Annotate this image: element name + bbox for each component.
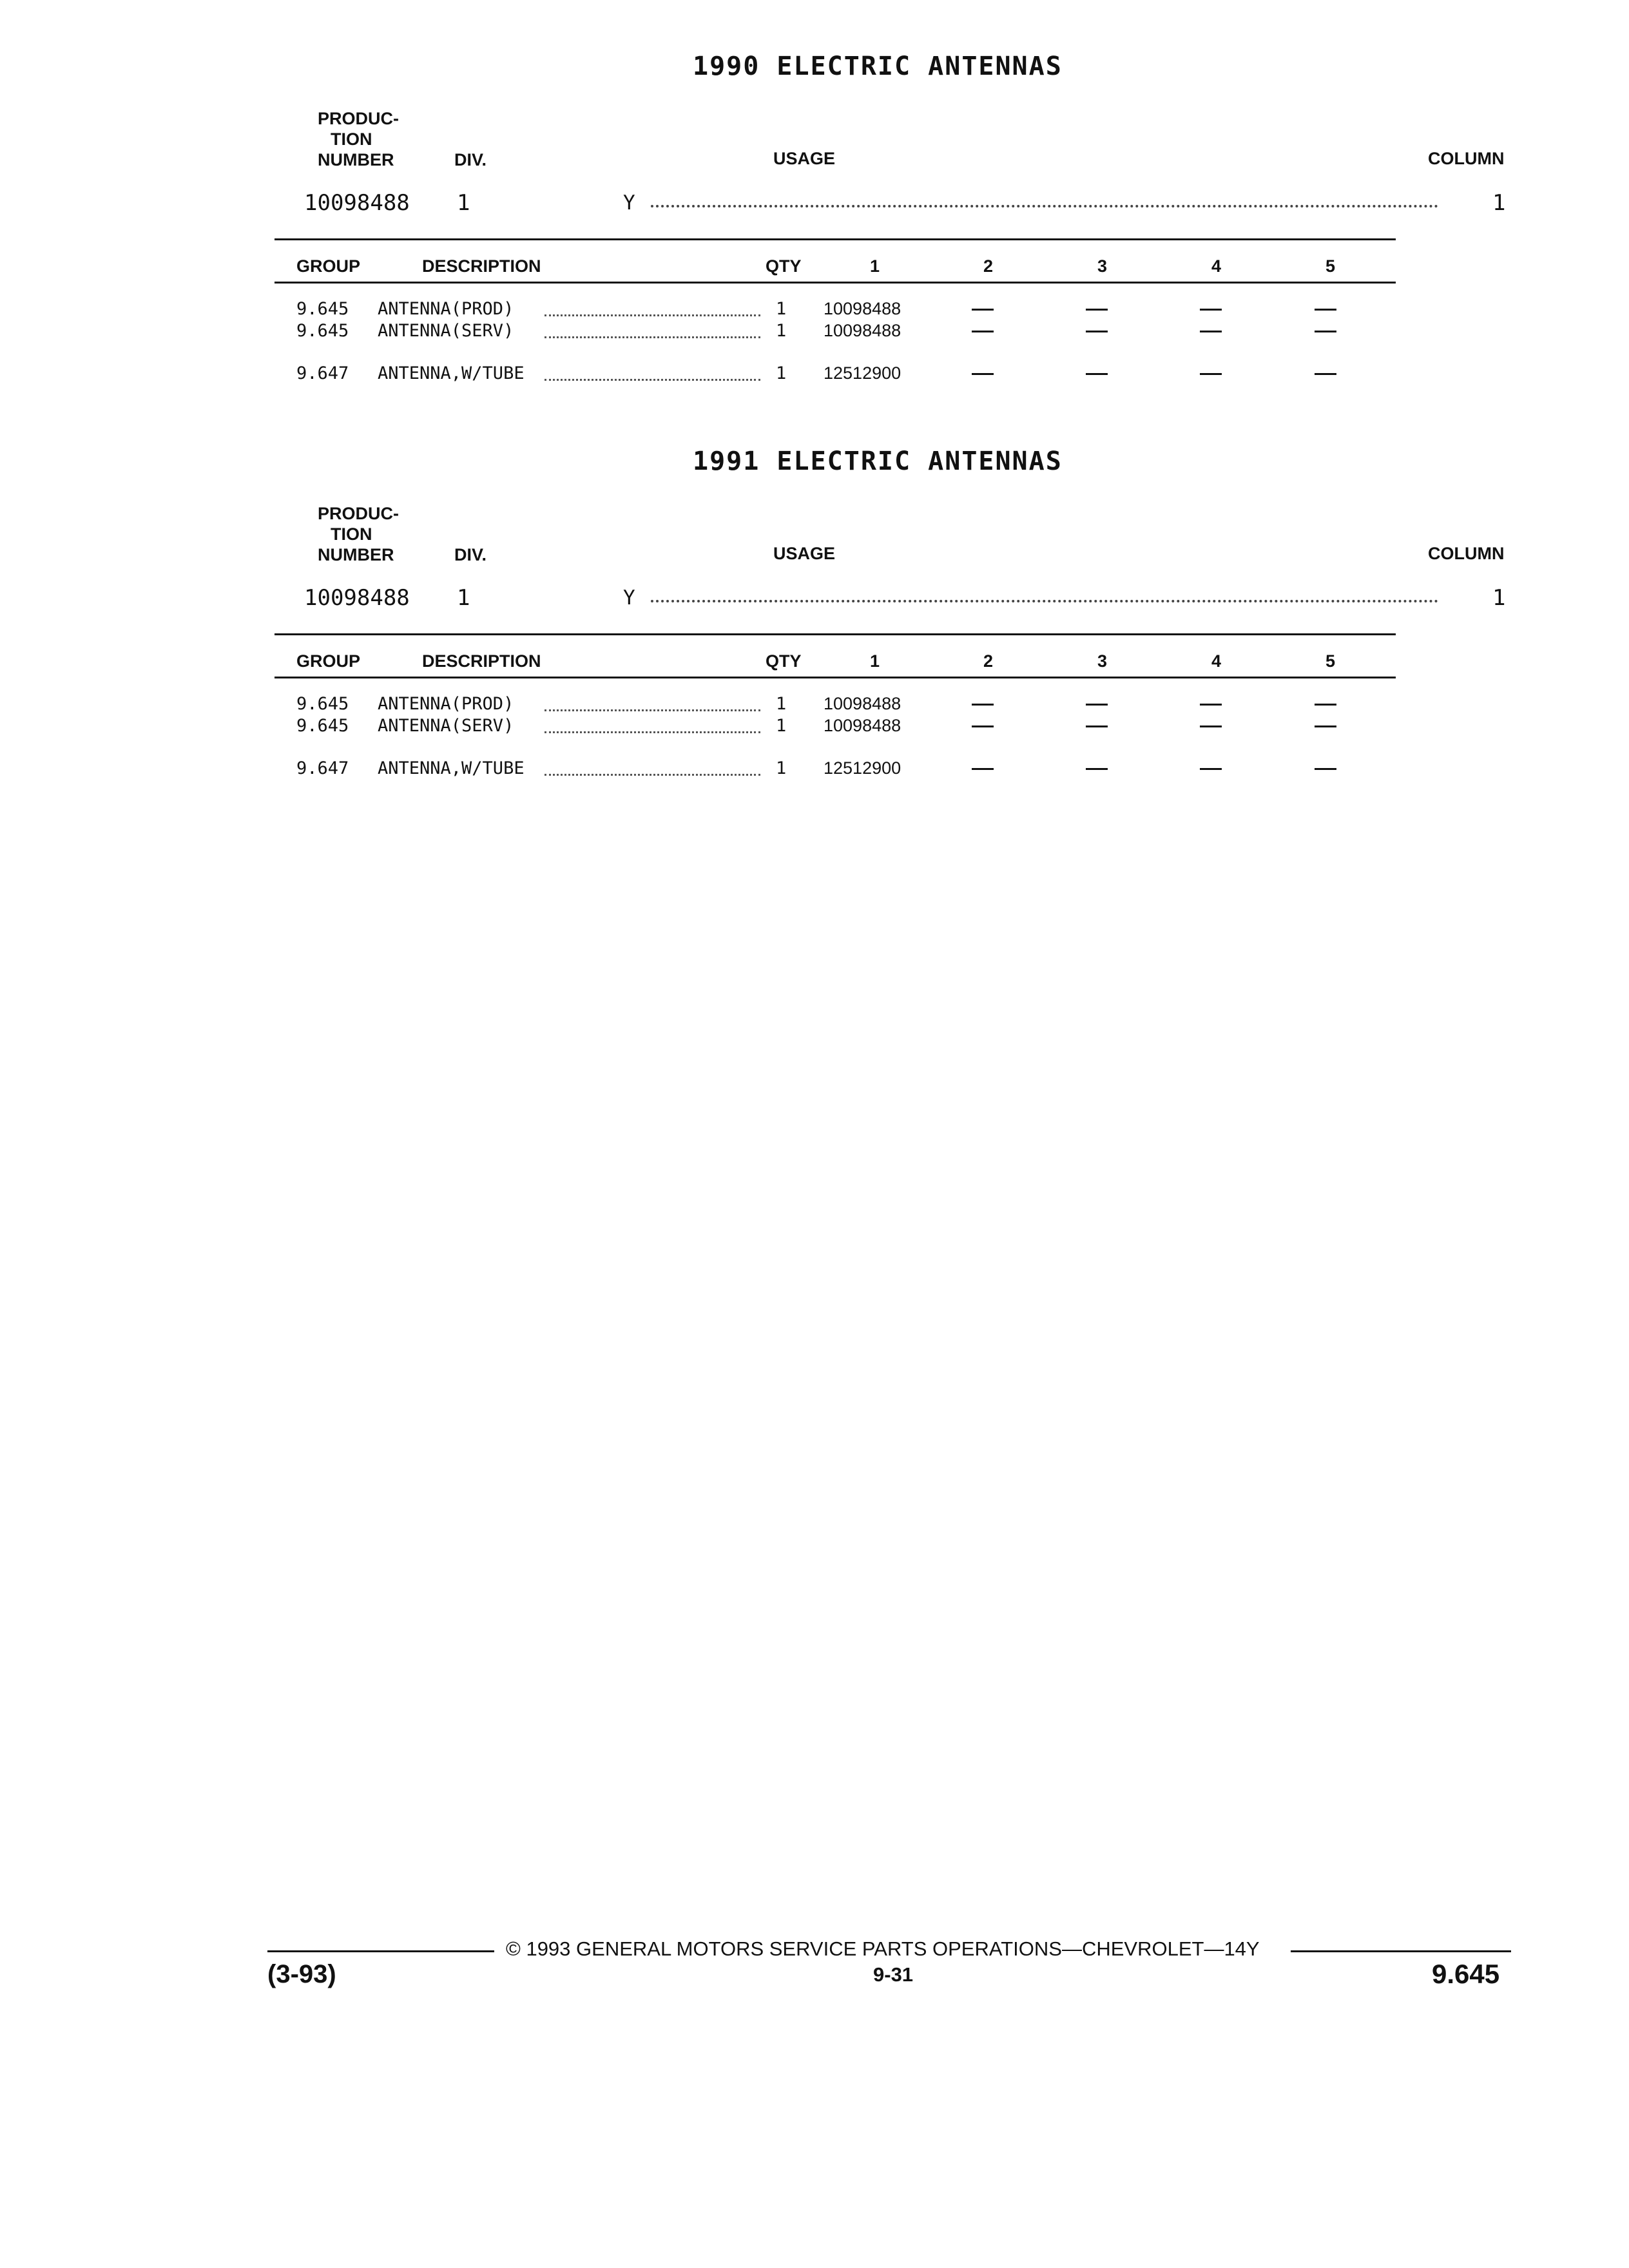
qty-cell: 1 <box>776 299 787 319</box>
usage-column-value: 1 <box>1492 190 1506 216</box>
header-column: COLUMN <box>1428 149 1505 168</box>
empty-dash <box>972 373 994 375</box>
th-description: DESCRIPTION <box>422 256 541 276</box>
empty-dash <box>1200 704 1222 706</box>
empty-dash <box>1086 373 1108 375</box>
th-qty: QTY <box>766 256 802 276</box>
table-row <box>0 321 1629 343</box>
th-col-2: 2 <box>983 651 994 671</box>
table-header-rule <box>275 677 1396 678</box>
empty-dash <box>972 726 994 727</box>
empty-dash <box>1086 331 1108 332</box>
table-row <box>0 299 1629 321</box>
table-row <box>0 758 1629 780</box>
division-value: 1 <box>457 585 470 611</box>
header-div: DIV. <box>454 150 487 169</box>
table-row <box>0 694 1629 716</box>
table-row <box>0 716 1629 738</box>
description-cell: ANTENNA,W/TUBE <box>378 758 525 778</box>
empty-dash <box>1315 768 1336 770</box>
usage-leader-dots <box>651 600 1438 602</box>
usage-column-value: 1 <box>1492 585 1506 611</box>
header-usage: USAGE <box>773 149 836 168</box>
empty-dash <box>1200 309 1222 311</box>
group-cell: 9.645 <box>296 694 349 714</box>
part-number-cell: 10098488 <box>824 299 901 318</box>
group-cell: 9.645 <box>296 716 349 736</box>
qty-cell: 1 <box>776 363 787 383</box>
th-col-4: 4 <box>1211 256 1222 276</box>
empty-dash <box>1086 768 1108 770</box>
part-number-cell: 10098488 <box>824 321 901 340</box>
production-number: 10098488 <box>304 585 410 611</box>
empty-dash <box>1200 331 1222 332</box>
empty-dash <box>1086 726 1108 727</box>
th-qty: QTY <box>766 651 802 671</box>
footer-date-code: (3-93) <box>267 1960 336 1988</box>
header-div: DIV. <box>454 545 487 564</box>
header-production-line2: TION <box>331 130 372 149</box>
usage-value: Y <box>623 191 635 215</box>
group-cell: 9.645 <box>296 299 349 319</box>
section-title: 1991 ELECTRIC ANTENNAS <box>693 447 1063 476</box>
leader-dots <box>545 709 760 711</box>
qty-cell: 1 <box>776 716 787 736</box>
empty-dash <box>1315 331 1336 332</box>
header-column: COLUMN <box>1428 544 1505 563</box>
group-cell: 9.645 <box>296 321 349 341</box>
table-row <box>0 363 1629 385</box>
th-col-5: 5 <box>1325 256 1336 276</box>
empty-dash <box>972 768 994 770</box>
empty-dash <box>972 331 994 332</box>
part-number-cell: 12512900 <box>824 758 901 778</box>
division-value: 1 <box>457 190 470 216</box>
footer-page-number: 9-31 <box>873 1963 914 1986</box>
th-col-3: 3 <box>1097 256 1108 276</box>
empty-dash <box>1200 768 1222 770</box>
header-production-line3: NUMBER <box>318 150 394 169</box>
qty-cell: 1 <box>776 694 787 714</box>
description-cell: ANTENNA(SERV) <box>378 716 514 736</box>
header-production-line1: PRODUC- <box>318 109 399 128</box>
table-top-rule <box>275 238 1396 240</box>
description-cell: ANTENNA(PROD) <box>378 694 514 714</box>
leader-dots <box>545 379 760 381</box>
production-number: 10098488 <box>304 190 410 216</box>
part-number-cell: 12512900 <box>824 363 901 383</box>
th-col-5: 5 <box>1325 651 1336 671</box>
empty-dash <box>1086 704 1108 706</box>
th-col-4: 4 <box>1211 651 1222 671</box>
part-number-cell: 10098488 <box>824 716 901 735</box>
header-usage: USAGE <box>773 544 836 563</box>
table-top-rule <box>275 633 1396 635</box>
table-header-rule <box>275 282 1396 284</box>
th-col-2: 2 <box>983 256 994 276</box>
empty-dash <box>1315 309 1336 311</box>
empty-dash <box>972 309 994 311</box>
empty-dash <box>972 704 994 706</box>
header-production-line3: NUMBER <box>318 545 394 564</box>
section-1990 <box>0 0 1629 387</box>
leader-dots <box>545 731 760 733</box>
empty-dash <box>1315 726 1336 727</box>
footer-rule-right <box>1291 1950 1511 1952</box>
header-production-line2: TION <box>331 524 372 544</box>
empty-dash <box>1086 309 1108 311</box>
leader-dots <box>545 774 760 776</box>
th-col-1: 1 <box>870 651 880 671</box>
th-col-1: 1 <box>870 256 880 276</box>
footer-rule-left <box>267 1950 494 1952</box>
section-title: 1990 ELECTRIC ANTENNAS <box>693 52 1063 81</box>
usage-leader-dots <box>651 205 1438 207</box>
description-cell: ANTENNA,W/TUBE <box>378 363 525 383</box>
empty-dash <box>1315 704 1336 706</box>
footer-group-number: 9.645 <box>1432 1959 1500 1989</box>
section-1991 <box>0 395 1629 782</box>
qty-cell: 1 <box>776 758 787 778</box>
empty-dash <box>1315 373 1336 375</box>
group-cell: 9.647 <box>296 363 349 383</box>
header-production-line1: PRODUC- <box>318 504 399 523</box>
qty-cell: 1 <box>776 321 787 341</box>
group-cell: 9.647 <box>296 758 349 778</box>
usage-value: Y <box>623 586 635 610</box>
footer-copyright: © 1993 GENERAL MOTORS SERVICE PARTS OPERATIONS—CHEVROLET—14Y <box>506 1937 1260 1960</box>
empty-dash <box>1200 373 1222 375</box>
leader-dots <box>545 336 760 338</box>
part-number-cell: 10098488 <box>824 694 901 713</box>
empty-dash <box>1200 726 1222 727</box>
description-cell: ANTENNA(PROD) <box>378 299 514 319</box>
th-group: GROUP <box>296 651 361 671</box>
th-group: GROUP <box>296 256 361 276</box>
th-description: DESCRIPTION <box>422 651 541 671</box>
leader-dots <box>545 314 760 316</box>
description-cell: ANTENNA(SERV) <box>378 321 514 341</box>
th-col-3: 3 <box>1097 651 1108 671</box>
